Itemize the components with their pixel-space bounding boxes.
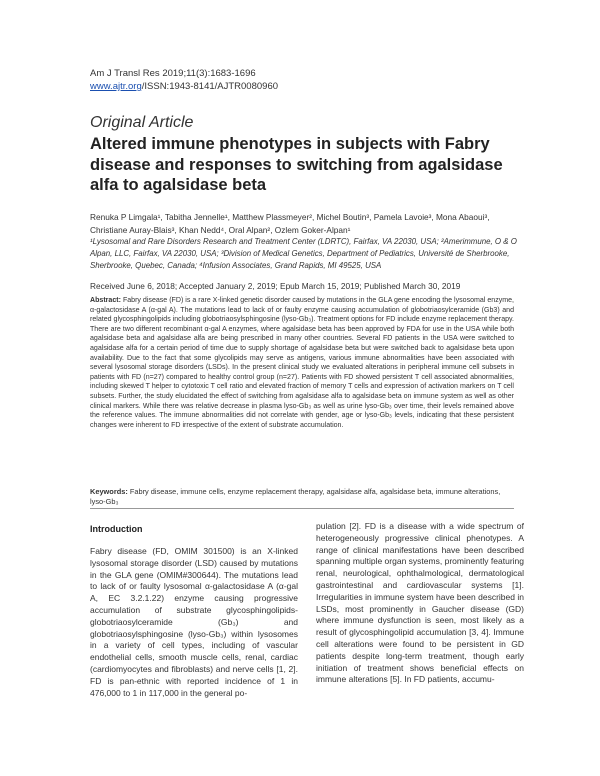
journal-citation: Am J Transl Res 2019;11(3):1683-1696: [90, 68, 256, 79]
section-divider: [90, 508, 514, 509]
introduction-heading: Introduction: [90, 524, 143, 534]
keywords: [90, 487, 514, 507]
introduction-left-column: Fabry disease (FD, OMIM 301500) is an X-linked lysosomal storage disorder (LSD) caused by mutations in the GLA gene (OMIM#300644). The mutations lead to lack of or faulty lysosomal α-galactosidase A (α-gal A, EC 3.2.1.22) enzyme causing progressive accumulation of substrate glycosphingolipids-globotriaosylceramide (Gb₃) and globotriaosylsphingosine (lyso-Gb₃) within lysosomes in a variety of cell types, including of vascular endothelial cells, smooth muscle cells, renal, cardiac (cardiomyocytes and fibroblasts) and nerve cells [1, 2]. FD is pan-ethnic with reported incidence of 1 in 476,000 to 1 in 117,000 in the general po-: [90, 546, 298, 698]
article-title: Altered immune phenotypes in subjects with Fabry disease and responses to switching from agalsidase alfa to agalsidase beta: [90, 135, 503, 194]
keywords-text: Fabry disease, immune cells, enzyme replacement therapy, agalsidase alfa, agalsidase beta, immune alterations, lyso-Gb₃: [90, 487, 501, 506]
affiliations: ¹Lysosomal and Rare Disorders Research and Treatment Center (LDRTC), Fairfax, VA 22030, USA; ²Amerimmune, O & O Alpan, LLC, Fairfax, VA 22030, USA; ³Division of Medical Genetics, Department of Pediatrics, Université de Sherbrooke, Sherbrooke, Quebec, Canada; ⁴Infusion Associates, Grand Rapids, MI 49525, USA: [90, 237, 517, 270]
journal-issn: /ISSN:1943-8141/AJTR0080960: [141, 81, 279, 92]
author-list: Renuka P Limgala¹, Tabitha Jennelle¹, Matthew Plassmeyer², Michel Boutin³, Pamela Lavoie³, Mona Abaoui³, Christiane Auray-Blais³, Khan Nedd⁴, Oral Alpan², Ozlem Goker-Alpan¹: [90, 212, 490, 235]
publication-dates: Received June 6, 2018; Accepted January 2, 2019; Epub March 15, 2019; Published March 30, 2019: [90, 281, 461, 291]
article-type: Original Article: [90, 114, 194, 131]
journal-links: [90, 80, 278, 93]
journal-link[interactable]: www.ajtr.org: [90, 81, 142, 92]
introduction-right-column: pulation [2]. FD is a disease with a wide spectrum of heterogeneously progressive clinical phenotypes. A range of clinical manifestations have been described spanning multiple organ systems, prominently featuring renal, neurological, ophthalmological, dermatological gastrointestinal and cardiovascular systems [1]. Irregularities in immune system have been described in LSDs, most prominently in Gaucher disease (GD) where immune dysfunction is seen, most likely as a result of glycosphingolipid accumulation [3, 4]. Immune cell alterations were found to be persistent in GD patients despite long-term treatment, though early initiation of treatment shows beneficial effects on immune alterations [5]. In FD patients, accumu-: [316, 521, 524, 685]
keywords-label: Keywords:: [90, 487, 128, 496]
journal-header: [90, 67, 278, 93]
abstract-label: Abstract:: [90, 297, 121, 304]
abstract-text: Fabry disease (FD) is a rare X-linked genetic disorder caused by mutations in the GLA gene encoding the lysosomal enzyme, α-galactosidase A (α-gal A). The mutations lead to lack of or faulty enzyme causing accumulation of globotriaosylceramide (Gb3) and related glycosphingolipids including globotriaosylsphingosine (lyso-Gb₃). Treatment options for FD include enzyme replacement therapy. There are two different recombinant α-gal A enzymes, where agalsidase beta has been approved by FDA for use in the USA while both agalsidase beta and agalsidase alfa are being prescribed in many other countries. Several FD patients in the USA were switched to agalsidase alfa for a certain period of time due to supply shortage of agalsidase beta but were switched back to agalsidase beta upon availability. Due to the fact that some glycolipids may serve as antigens, various immune abnormalities have been associated with several lysosomal storage disorders (LSDs). In the present clinical study we evaluated alterations in peripheral immune cell subsets in patients with FD (n=27) compared to healthy control group (n=27). Patients with FD showed persistent T cell associated abnormalities, including skewed T helper to cytotoxic T cell ratio and elevated fraction of memory T cells and expression of activation markers on T cell subsets. Further, the study elucidated the effect of switching from agalsidase alfa to agalsidase beta on immune system as well as other clinical markers. While there was relative decrease in plasma lyso-Gb₃ as well as urine lyso-Gb₃ over time, their levels remained above the reference values. The immune abnormalities did not correlate with gender, age or lyso-Gb₃ levels, indicating that these persistent changes were inherent to FD irrespective of the extent of substrate accumulation.: [90, 297, 514, 429]
abstract: [90, 296, 514, 430]
